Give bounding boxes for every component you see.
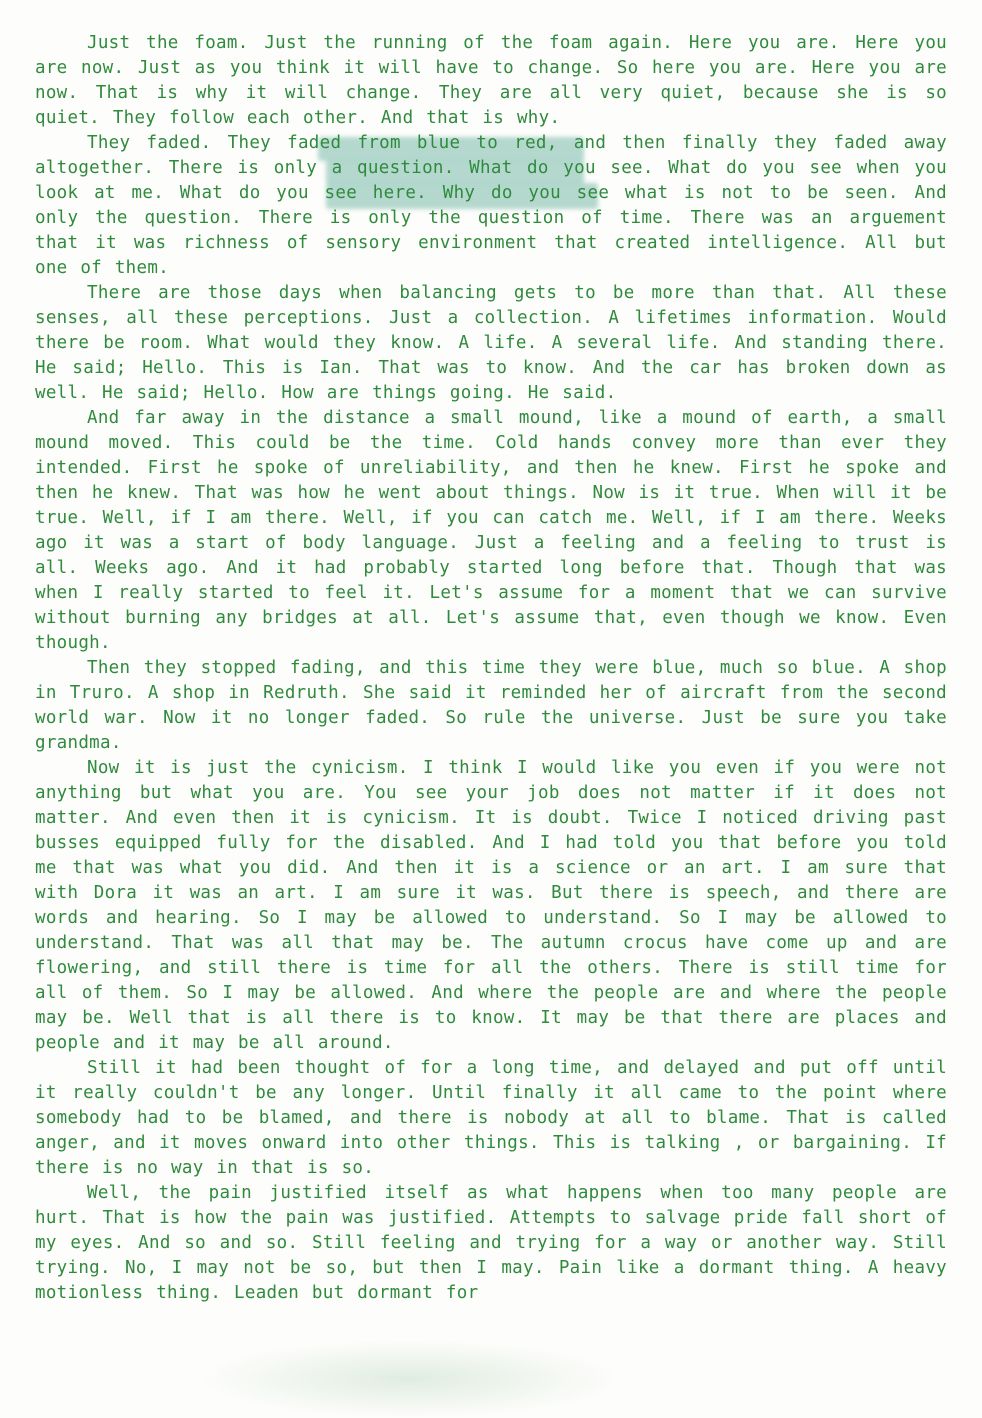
- paragraph: Now it is just the cynicism. I think I would like you even if you were not anything but what you are. You see your job does not matter if it does not matter. And even then it is cynicism. It is doubt. Twice I noticed driving past busses equipped fully for the disabled. And I had told you that before you told me that was what you did. And then it is a science or an art. I am sure that with Dora it was an art. I am sure it was. But there is speech, and there are words and hearing. So I may be allowed to understand. So I may be allowed to understand. That was all that may be. The autumn crocus have come up and are flowering, and still there is time for all the others. There is still time for all of them. So I may be allowed. And where the people are and where the people may be. Well that is all there is to know. It may be that there are places and people and it may be all around.: [35, 758, 947, 1053]
- paragraph: There are those days when balancing gets to be more than that. All these senses, all these perceptions. Just a collection. A lifetimes information. Would there be room. What would they know. A life. A several life. And standing there. He said; Hello. This is Ian. That was to know. And the car has broken down as well. He said; Hello. How are things going. He said.: [35, 283, 947, 403]
- paper-smudge: [200, 1340, 620, 1418]
- paragraph: Still it had been thought of for a long time, and delayed and put off until it really couldn't be any longer. Until finally it all came to the point where somebody had to be blamed, and there is nobody at all to blame. That is called anger, and it moves onward into other things. This is talking , or bargaining. If there is no way in that is so.: [35, 1058, 947, 1178]
- paragraph: Then they stopped fading, and this time they were blue, much so blue. A shop in Truro. A shop in Redruth. She said it reminded her of aircraft from the second world war. Now it no longer faded. So rule the universe. Just be sure you take grandma.: [35, 658, 947, 753]
- paragraph: They faded. They faded from blue to red, and then finally they faded away altogether. There is only a question. What do you see. What do you see when you look at me. What do you see here. Why do you see what is not to be seen. And only the question. There is only the question of time. There was an arguement that it was richness of sensory environment that created intelligence. All but one of them.: [35, 133, 947, 278]
- paragraph: Just the foam. Just the running of the foam again. Here you are. Here you are now. Just as you think it will have to change. So here you are. Here you are now. That is why it will change. They are all very quiet, because she is so quiet. They follow each other. And that is why.: [35, 33, 947, 128]
- paragraph: And far away in the distance a small mound, like a mound of earth, a small mound moved. This could be the time. Cold hands convey more than ever they intended. First he spoke of unreliability, and then he knew. First he spoke and then he knew. That was how he went about things. Now is it true. When will it be true. Well, if I am there. Well, if you can catch me. Well, if I am there. Weeks ago it was a start of body language. Just a feeling and a feeling to trust is all. Weeks ago. And it had probably started long before that. Though that was when I really started to feel it. Let's assume for a moment that we can survive without burning any bridges at all. Let's assume that, even though we know. Even though.: [35, 408, 947, 653]
- document-body: [35, 31, 947, 1306]
- paragraph: Well, the pain justified itself as what happens when too many people are hurt. That is how the pain was justified. Attempts to salvage pride fall short of my eyes. And so and so. Still feeling and trying for a way or another way. Still trying. No, I may not be so, but then I may. Pain like a dormant thing. A heavy motionless thing. Leaden but dormant for: [35, 1183, 947, 1303]
